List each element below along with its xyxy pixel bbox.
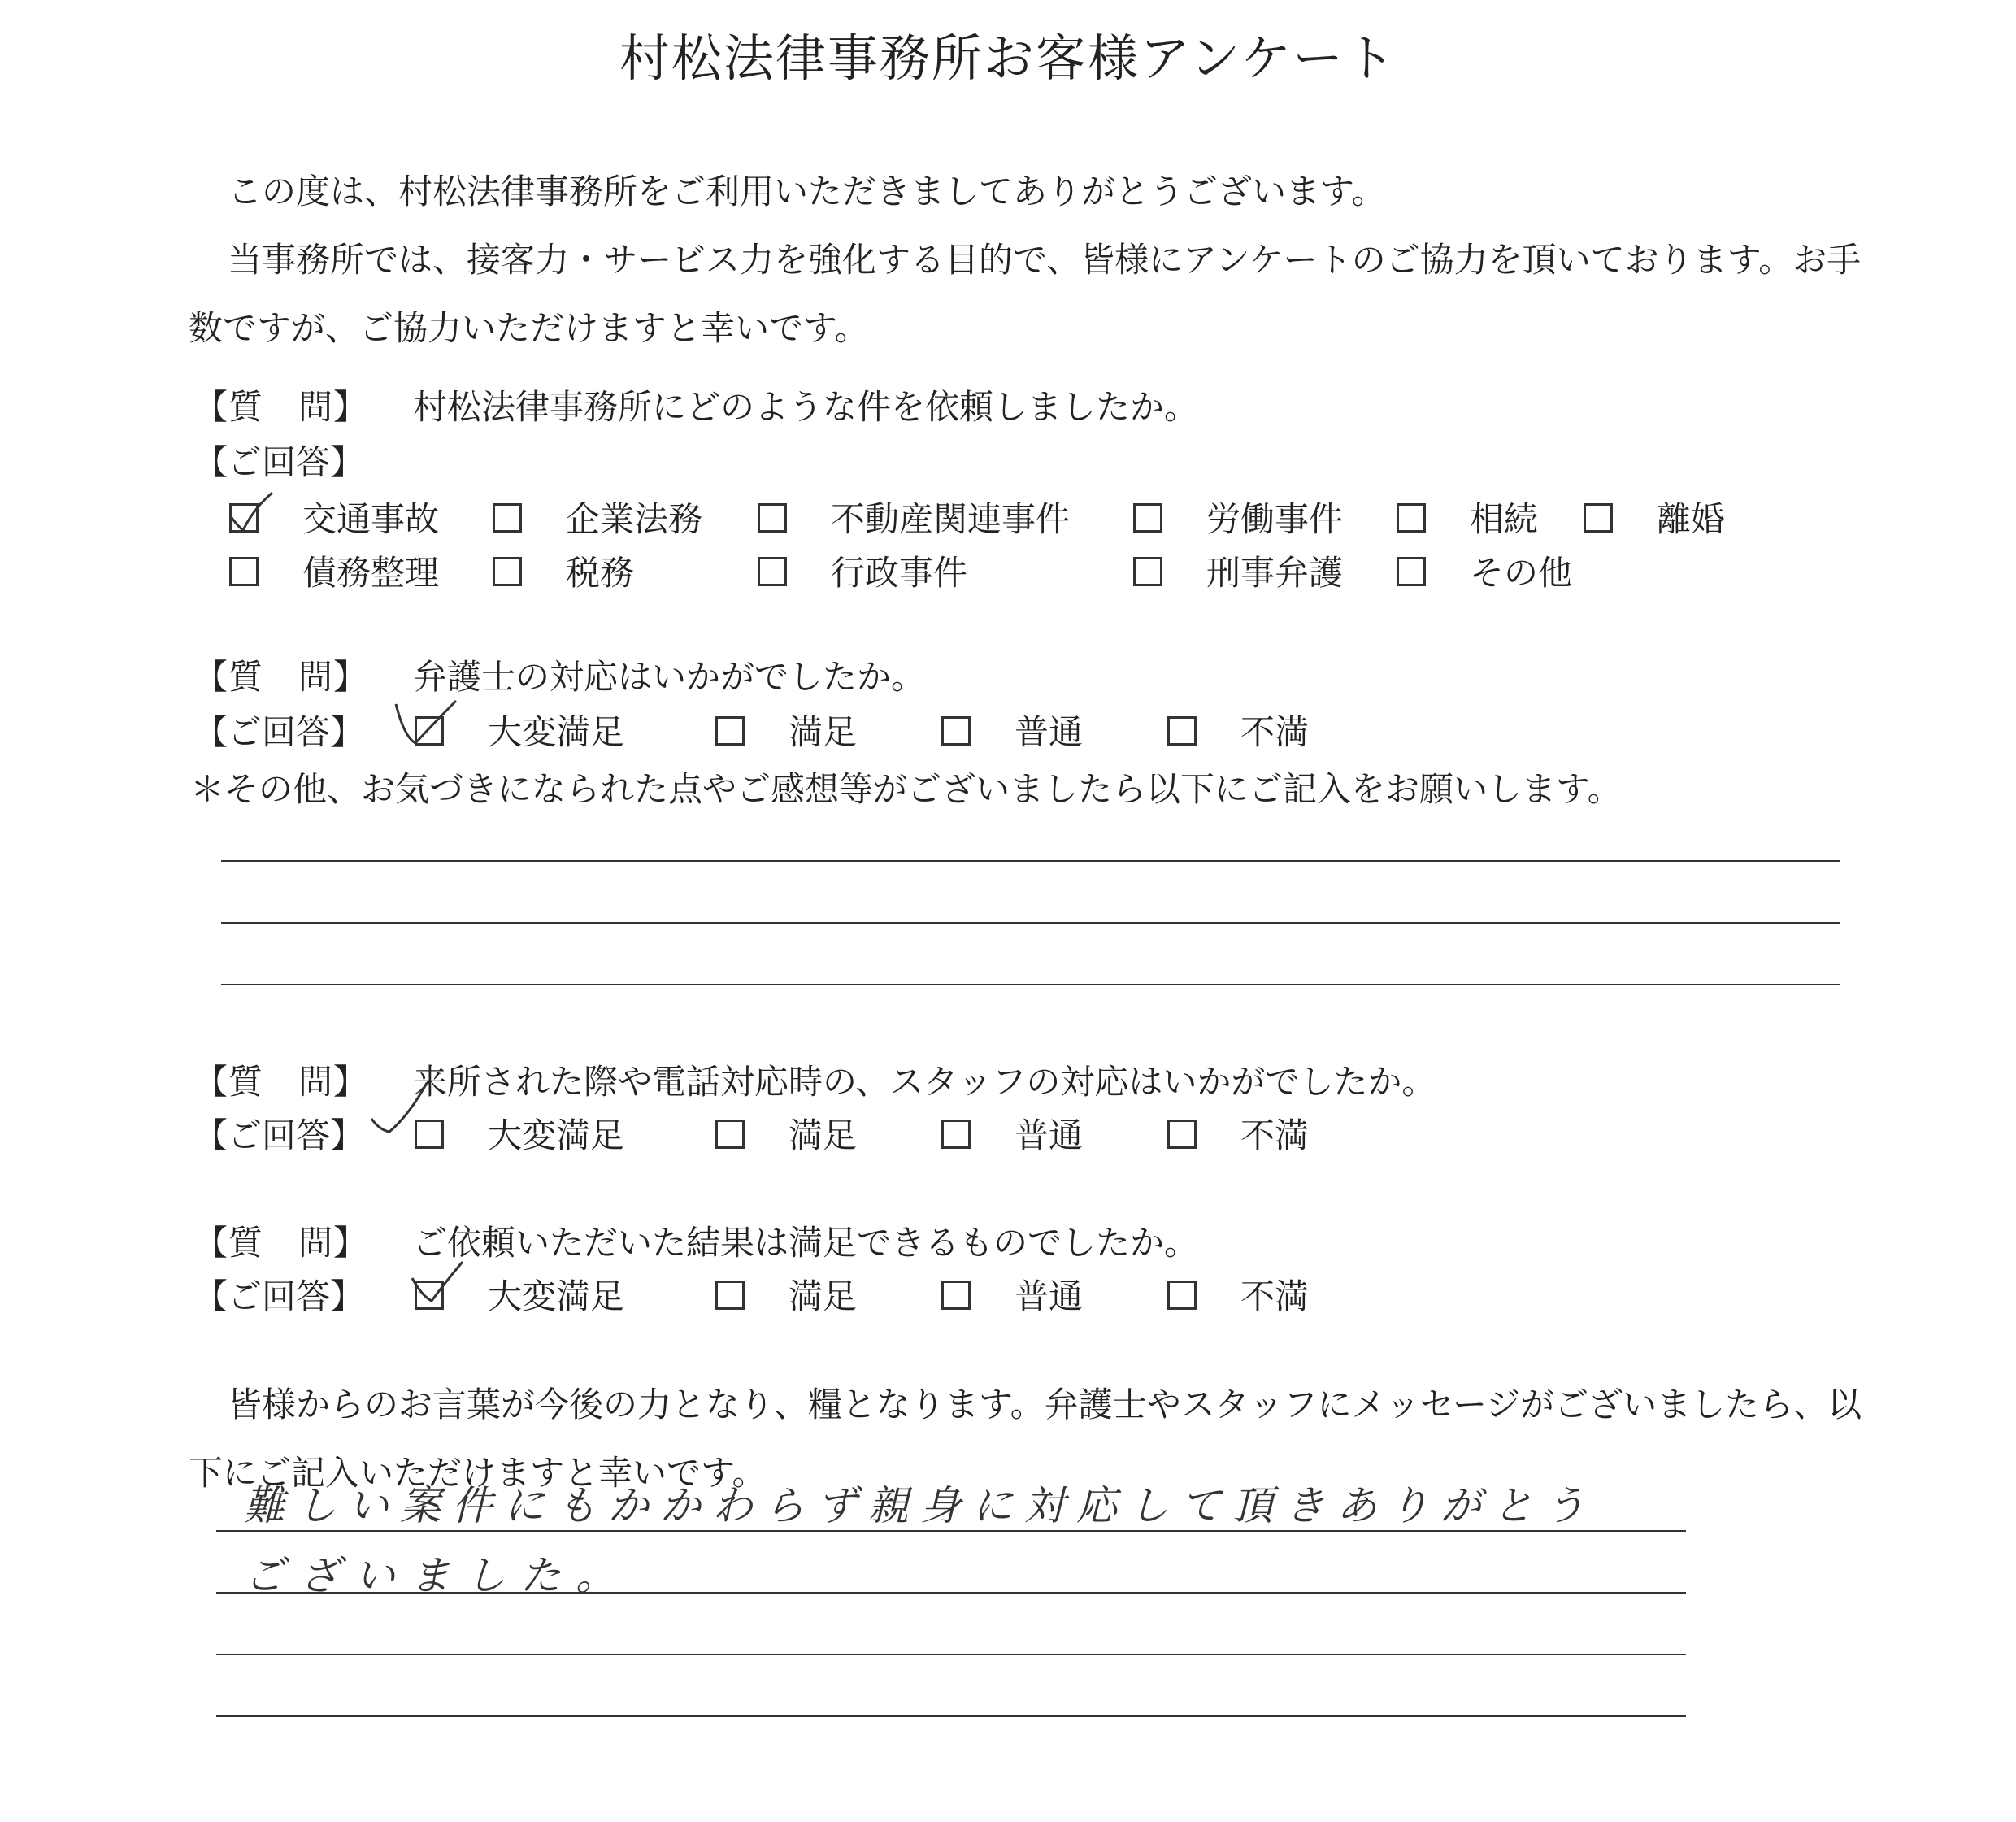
answer-label: 【ご回答】 xyxy=(193,442,365,482)
comment-line[interactable] xyxy=(221,984,1840,985)
q3-option-satisfied[interactable]: 満足 xyxy=(715,1109,857,1158)
q4-option-very-satisfied[interactable]: 大変満足 xyxy=(415,1270,624,1319)
question-label: 【質 問】 xyxy=(193,387,369,427)
checkbox[interactable] xyxy=(1167,1281,1197,1310)
question-label: 【質 問】 xyxy=(193,657,369,697)
checkbox[interactable] xyxy=(493,503,522,533)
option-other[interactable]: その他 xyxy=(1397,546,1572,595)
question-3-text: 来所された際や電話対応時の、スタッフの対応はいかがでしたか。 xyxy=(413,1062,1436,1102)
checkbox[interactable] xyxy=(758,503,787,533)
option-inheritance[interactable]: 相続 xyxy=(1397,493,1538,541)
q4-option-dissatisfied[interactable]: 不満 xyxy=(1167,1270,1309,1319)
option-labor[interactable]: 労働事件 xyxy=(1133,493,1343,541)
checkbox[interactable] xyxy=(941,716,971,746)
checkbox[interactable] xyxy=(1584,503,1613,533)
question-4-text: ご依頼いただいた結果は満足できるものでしたか。 xyxy=(413,1223,1199,1263)
q2-option-very-satisfied[interactable]: 大変満足 xyxy=(415,706,624,754)
page-title: 村松法律事務所お客様アンケート xyxy=(619,28,1397,88)
message-line[interactable] xyxy=(216,1530,1686,1532)
answer-label: 【ご回答】 xyxy=(193,712,365,752)
checkbox[interactable] xyxy=(715,716,745,746)
answer-label: 【ご回答】 xyxy=(193,1115,365,1155)
q3-option-average[interactable]: 普通 xyxy=(941,1109,1083,1158)
checkbox[interactable] xyxy=(715,1281,745,1310)
comment-instruction: ＊その他、お気づきになられた点やご感想等がございましたら以下にご記入をお願いします。 xyxy=(190,769,1622,809)
option-corporate-law[interactable]: 企業法務 xyxy=(493,493,702,541)
checkbox[interactable] xyxy=(1167,1120,1197,1149)
option-traffic-accident[interactable]: 交通事故 xyxy=(229,493,439,541)
question-2-text: 弁護士の対応はいかがでしたか。 xyxy=(413,657,926,697)
q3-option-very-satisfied[interactable]: 大変満足 xyxy=(415,1109,624,1158)
answer-label-3 xyxy=(193,1109,364,1158)
closing-paragraph: 皆様からのお言葉が今後の力となり、糧となります。弁護士やスタッフにメッセージがございましたら、以下にご記入いただけますと幸いです。 xyxy=(189,1385,1862,1493)
q2-option-satisfied[interactable]: 満足 xyxy=(715,706,857,754)
option-criminal[interactable]: 刑事弁護 xyxy=(1133,546,1343,595)
checkbox-checked[interactable] xyxy=(229,503,259,533)
checkbox-checked[interactable] xyxy=(415,1120,444,1149)
checkmark-icon xyxy=(412,1268,461,1314)
q4-option-average[interactable]: 普通 xyxy=(941,1270,1083,1319)
q4-option-satisfied[interactable]: 満足 xyxy=(715,1270,857,1319)
message-line[interactable] xyxy=(216,1715,1686,1717)
question-label: 【質 問】 xyxy=(193,1062,369,1102)
comment-line[interactable] xyxy=(221,922,1840,924)
question-1-text: 村松法律事務所にどのような件を依頼しましたか。 xyxy=(413,387,1199,427)
checkmark-icon xyxy=(412,1107,461,1153)
answer-label-2 xyxy=(193,706,364,754)
checkbox[interactable] xyxy=(758,557,787,586)
option-divorce[interactable]: 離婚 xyxy=(1584,493,1725,541)
q2-option-average[interactable]: 普通 xyxy=(941,706,1083,754)
question-1 xyxy=(193,380,1198,429)
checkbox[interactable] xyxy=(715,1120,745,1149)
checkmark-icon xyxy=(412,704,461,750)
question-2 xyxy=(193,650,925,699)
checkbox[interactable] xyxy=(941,1281,971,1310)
message-line[interactable] xyxy=(216,1654,1686,1655)
option-real-estate[interactable]: 不動産関連事件 xyxy=(758,493,1070,541)
q2-option-dissatisfied[interactable]: 不満 xyxy=(1167,706,1309,754)
answer-label: 【ご回答】 xyxy=(193,1276,365,1316)
intro-line-2: 当事務所では、接客力・サービス力を強化する目的で、皆様にアンケートのご協力を頂いております。お手数ですが、ご協力いただけますと幸いです。 xyxy=(189,240,1862,348)
checkbox-checked[interactable] xyxy=(415,716,444,746)
checkbox[interactable] xyxy=(1397,503,1426,533)
checkbox[interactable] xyxy=(493,557,522,586)
question-label: 【質 問】 xyxy=(193,1223,369,1263)
option-debt[interactable]: 債務整理 xyxy=(229,546,439,595)
checkbox[interactable] xyxy=(1397,557,1426,586)
checkbox[interactable] xyxy=(1167,716,1197,746)
handwritten-line-1: 難しい案件にもかかわらず親身に対応して頂きありがとう xyxy=(244,1482,1597,1529)
option-administrative[interactable]: 行政事件 xyxy=(758,546,967,595)
option-tax[interactable]: 税務 xyxy=(493,546,634,595)
question-4 xyxy=(193,1216,1198,1265)
handwritten-line-2: ございました。 xyxy=(244,1552,631,1599)
message-line[interactable] xyxy=(216,1592,1686,1594)
question-3 xyxy=(193,1055,1436,1104)
answer-label-4 xyxy=(193,1270,364,1319)
intro-text xyxy=(189,158,1871,363)
checkbox[interactable] xyxy=(229,557,259,586)
intro-line-1: この度は、村松法律事務所をご利用いただきましてありがとうございます。 xyxy=(228,172,1386,211)
checkbox-checked[interactable] xyxy=(415,1281,444,1310)
checkbox[interactable] xyxy=(1133,557,1162,586)
checkbox[interactable] xyxy=(941,1120,971,1149)
comment-line[interactable] xyxy=(221,860,1840,862)
checkbox[interactable] xyxy=(1133,503,1162,533)
answer-label-1 xyxy=(193,436,364,485)
q3-option-dissatisfied[interactable]: 不満 xyxy=(1167,1109,1309,1158)
checkmark-icon xyxy=(227,491,276,537)
